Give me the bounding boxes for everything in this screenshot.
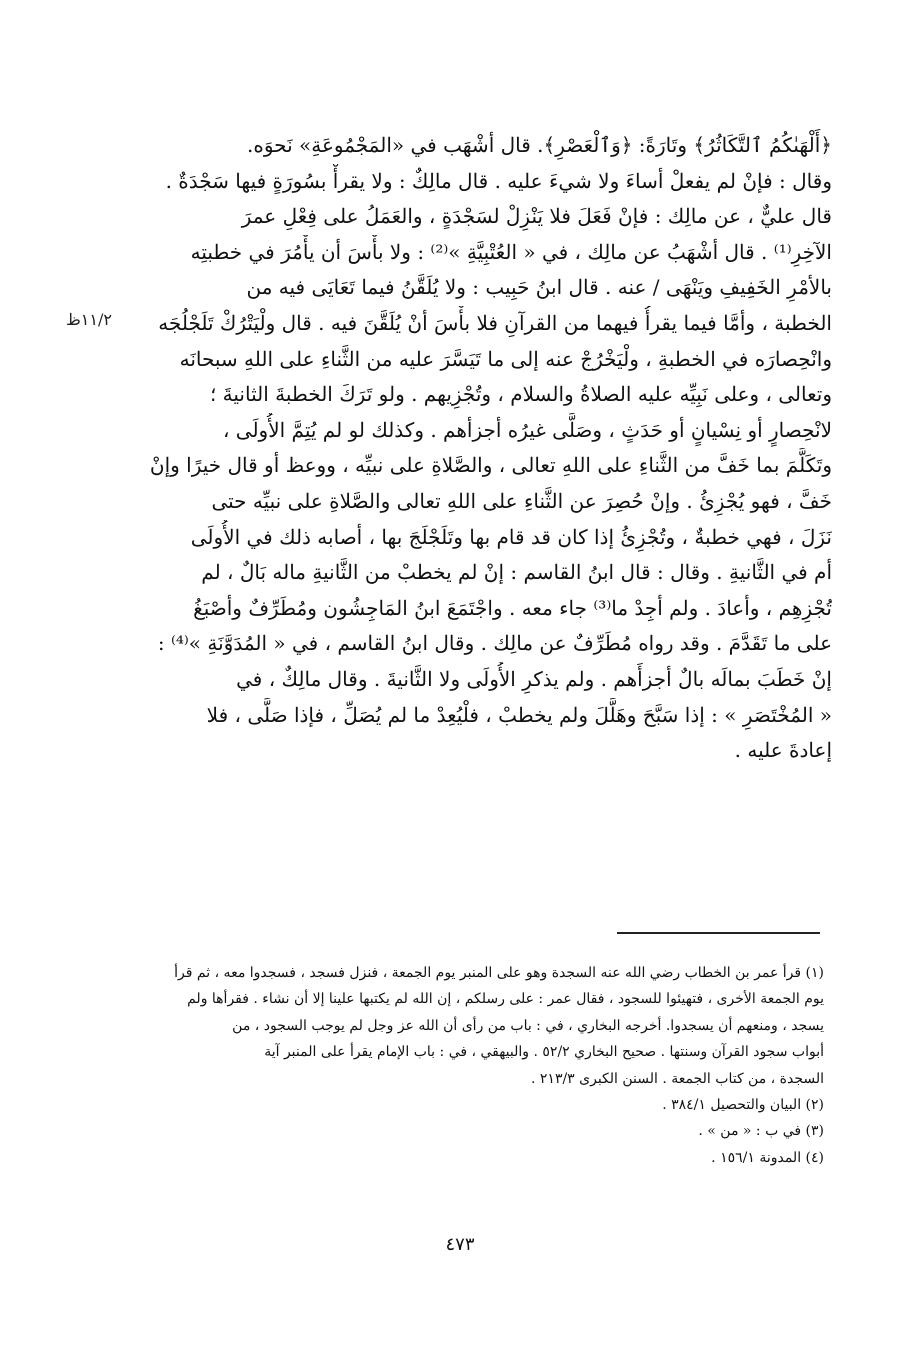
text-line: وانْحِصارَه في الخطبةِ ، ولْيَخْرُجْ عنه إلى ما تَيَسَّرَ عليه من الثَّناءِ على اللهِ سبحانَه xyxy=(179,346,832,371)
footnote-line: (٢) البيان والتحصيل ٣٨٤/١ . xyxy=(662,1096,824,1113)
text-line: إعادةَ عليه . xyxy=(734,738,832,763)
main-text-block xyxy=(140,128,832,769)
text-line: وتعالى ، وعلى نَبِيِّه عليه الصلاةُ والسلام ، وتُجْزِيهم . ولو تَرَكَ الخطبةَ الثانيةَ ؛ xyxy=(209,382,832,407)
footnote-line: (١) قرأ عمر بن الخطاب رضي الله عنه السجدة وهو على المنبر يوم الجمعة ، فنزل فسجد ، فسجدوا معه ، ثم قرأ xyxy=(174,965,824,981)
text-line: قال عليٌّ ، عن مالِك : فإنْ فَعَلَ فلا يَنْزِلْ لسَجْدَةٍ ، والعَمَلُ على فِعْلِ عمرَ xyxy=(241,204,832,229)
text-line: « المُخْتَصَرِ » : إذا سَبَّحَ وهَلَّلَ ولم يخطبْ ، فلْيُعِدْ ما لم يُصَلِّ ، فإذا صَلَّى ، فلا xyxy=(206,702,832,727)
text-line: نَزَلَ ، فهي خطبةٌ ، وتُجْزِئُ إذا كان قد قام بها وتَلَجْلَجَ بها ، أصابه ذلك في الأُولَى xyxy=(190,524,832,549)
footnote-line: السجدة ، من كتاب الجمعة . السنن الكبرى ٢١٣/٣ . xyxy=(531,1070,824,1087)
footnote-line: يوم الجمعة الأخرى ، فتهيئوا للسجود ، فقال عمر : على رسلكم ، إن الله لم يكتبها علينا إلا أن نشاء . فقرأها ولم xyxy=(187,991,824,1008)
footnotes-block xyxy=(100,960,824,1171)
manuscript-folio-note: ١١/٢ظ xyxy=(66,310,112,329)
footnote-line: (٣) في ب : « من » . xyxy=(698,1123,824,1140)
footnote-separator xyxy=(617,932,820,934)
text-line: لانْحِصارٍ أو نِسْيانٍ أو حَدَثٍ ، وصَلَّى غيرُه أجزأهم . وكذلك لو لم يُتِمَّ الأُولَى ، xyxy=(222,417,832,442)
text-line: وقال : فإنْ لم يفعلْ أساءَ ولا شيءَ عليه . قال مالِكٌ : ولا يقرأْ بسُورَةٍ فيها سَجْدَةٌ . xyxy=(165,168,832,193)
footnote-line: (٤) المدونة ١٥٦/١ . xyxy=(711,1149,824,1166)
text-line: الخطبة ، وأمَّا فيما يقرأُ فيهما من القرآنِ فلا بأْسَ أنْ يُلَقَّنَ فيه . قال ولْيَتْرُكْ تَلَجْلُجَه xyxy=(158,310,832,335)
text-line: ﴿أَلْهَىٰكُمُ ٱلتَّكَاثُرُ﴾ وتَارَةً: ﴿وَٱلْعَصْرِ﴾. قال أشْهَب في «المَجْمُوعَةِ» نَحوَه. xyxy=(246,133,832,157)
text-line: أم في الثَّانيةِ . وقال : قال ابنُ القاسم : إنْ لم يخطبْ من الثَّانيةِ ماله بَالٌ ، لم xyxy=(201,560,832,585)
footnote-line: يسجد ، ومنعهم أن يسجدوا. أخرجه البخاري ، في : باب من رأى أن الله عز وجل لم يوجب السجود ، من xyxy=(232,1017,824,1034)
text-line: بالأمْرِ الخَفِيفِ ويَنْهَى / عنه . قال ابنُ حَبِيب : ولا يُلَقَّنُ فيما تَعَايَى فيه من xyxy=(246,275,832,300)
footnote-line: أبواب سجود القرآن وسنتها . صحيح البخاري ٥٢/٢ . والبيهقي ، في : باب الإمام يقرأ على المنبر آية xyxy=(264,1044,824,1061)
text-line: الآخِرِ⁽¹⁾ . قال أشْهَبُ عن مالِك ، في « العُتْبِيَّةِ »⁽²⁾ : ولا بأْسَ أن يأْمُرَ في خطبتِه xyxy=(190,239,832,264)
text-line: تُجْزِهِم ، وأعادَ . ولم أجِدْ ما⁽³⁾ جاء معه . واجْتَمَعَ ابنُ المَاجِشُون ومُطَرِّفٌ وأصْبَغُ xyxy=(193,595,832,620)
text-line: على ما تَقَدَّمَ . وقد رواه مُطَرِّفٌ عن مالِك . وقال ابنُ القاسم ، في « المُدَوَّنَةِ »⁽⁴⁾ : xyxy=(157,631,832,656)
text-line: خَفَّ ، فهو يُجْزِئُ . وإنْ حُصِرَ عن الثَّناءِ على اللهِ تعالى والصَّلاةِ على نبيِّه حتى xyxy=(211,488,832,513)
text-line: وتَكَلَّمَ بما خَفَّ من الثَّناءِ على اللهِ تعالى ، والصَّلاةِ على نبيِّه ، ووعظ أو قال خيرًا وإنْ xyxy=(149,453,832,478)
page-number: ٤٧٣ xyxy=(445,1234,475,1255)
text-line: إنْ خَطَبَ بمالَه بالٌ أجزأَهم . ولم يذكرِ الأُولَى ولا الثَّانيةَ . وقال مالِكٌ ، في xyxy=(236,666,832,691)
